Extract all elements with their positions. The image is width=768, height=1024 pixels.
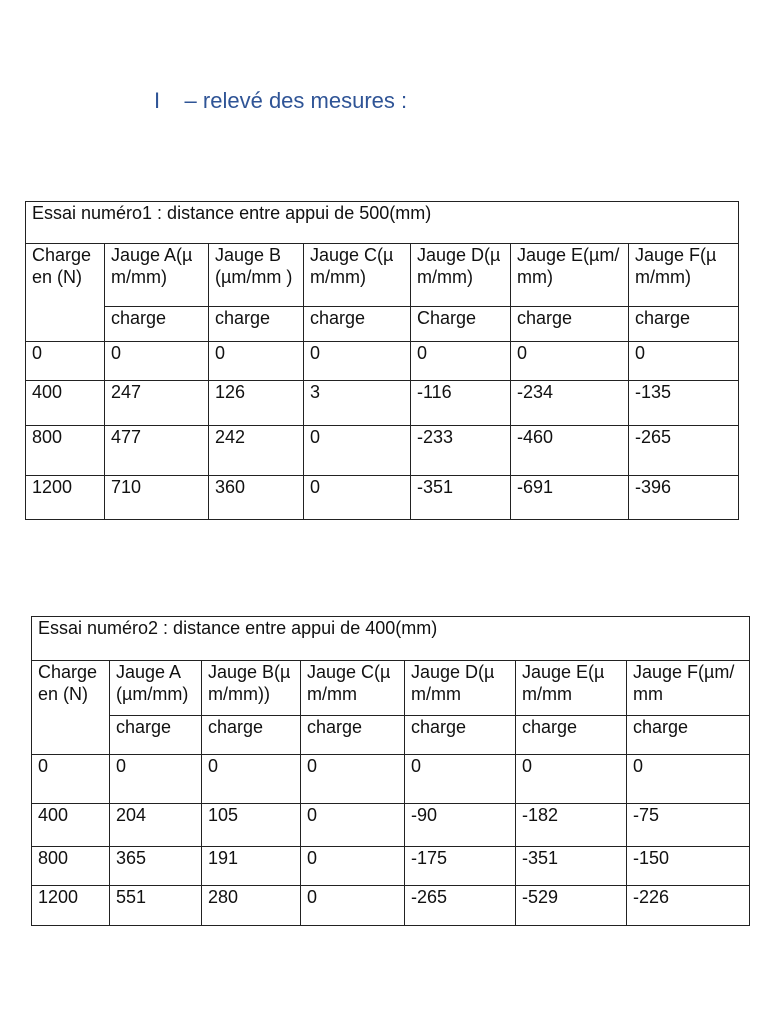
table-row <box>32 804 750 847</box>
table-cell: 365 <box>110 847 202 886</box>
gauge-header-c: Jauge C(µm/mm <box>301 661 405 716</box>
table-cell: -351 <box>516 847 627 886</box>
table-row <box>26 342 739 381</box>
table-cell: -691 <box>511 476 629 520</box>
table-cell: 0 <box>105 342 209 381</box>
table-cell: 0 <box>202 755 301 804</box>
table-cell: -529 <box>516 886 627 926</box>
table-cell: 0 <box>32 755 110 804</box>
table-cell: 126 <box>209 381 304 426</box>
table-cell: -234 <box>511 381 629 426</box>
table-cell: -175 <box>405 847 516 886</box>
gauge-header-f: Jauge F(µm/mm <box>627 661 750 716</box>
table-cell: 0 <box>209 342 304 381</box>
table-cell: 0 <box>411 342 511 381</box>
table-cell: 0 <box>301 755 405 804</box>
table-row <box>26 381 739 426</box>
sub-header: charge <box>304 307 411 342</box>
table-cell: 105 <box>202 804 301 847</box>
gauge-header-d: Jauge D(µm/mm) <box>411 244 511 307</box>
section-heading: I – relevé des mesures : <box>154 88 408 113</box>
sub-header: charge <box>209 307 304 342</box>
table-cell: 0 <box>511 342 629 381</box>
sub-header: Charge <box>411 307 511 342</box>
table-cell: 800 <box>32 847 110 886</box>
table-cell: -351 <box>411 476 511 520</box>
table-cell: -182 <box>516 804 627 847</box>
table-cell: 280 <box>202 886 301 926</box>
table-cell: 0 <box>405 755 516 804</box>
table-cell: 3 <box>304 381 411 426</box>
table-row <box>26 426 739 476</box>
table-cell: 0 <box>304 476 411 520</box>
table-title: Essai numéro1 : distance entre appui de 500(mm) <box>26 202 739 244</box>
table-row <box>32 755 750 804</box>
table-row <box>32 886 750 926</box>
table-cell: 477 <box>105 426 209 476</box>
table-cell: -265 <box>405 886 516 926</box>
sub-header: charge <box>202 716 301 755</box>
table-cell: -396 <box>629 476 739 520</box>
table-cell: 0 <box>629 342 739 381</box>
table-cell: 0 <box>26 342 105 381</box>
gauge-header-f: Jauge F(µ m/mm) <box>629 244 739 307</box>
table-cell: 710 <box>105 476 209 520</box>
table-cell: 360 <box>209 476 304 520</box>
table-row <box>26 476 739 520</box>
table-cell: 0 <box>301 847 405 886</box>
gauge-header-e: Jauge E(µm/mm <box>516 661 627 716</box>
sub-header: charge <box>301 716 405 755</box>
table-cell: 242 <box>209 426 304 476</box>
table-cell: -460 <box>511 426 629 476</box>
measurement-table-2 <box>31 616 750 926</box>
gauge-header-e: Jauge E(µm/mm) <box>511 244 629 307</box>
charge-column-header: Charge en (N) <box>26 244 105 342</box>
charge-column-header: Charge en (N) <box>32 661 110 755</box>
gauge-header-b: Jauge B(µm/mm)) <box>202 661 301 716</box>
sub-header: charge <box>511 307 629 342</box>
measurement-table-1 <box>25 201 739 520</box>
sub-header: charge <box>516 716 627 755</box>
gauge-header-a: Jauge A(µm/mm) <box>110 661 202 716</box>
table-cell: 1200 <box>26 476 105 520</box>
table-title: Essai numéro2 : distance entre appui de 400(mm) <box>32 617 750 661</box>
table-cell: 0 <box>110 755 202 804</box>
table-cell: 0 <box>304 426 411 476</box>
table-cell: -116 <box>411 381 511 426</box>
table-cell: 0 <box>304 342 411 381</box>
table-cell: -75 <box>627 804 750 847</box>
table-cell: 247 <box>105 381 209 426</box>
gauge-header-c: Jauge C(µm/mm) <box>304 244 411 307</box>
sub-header: charge <box>627 716 750 755</box>
table-cell: 0 <box>516 755 627 804</box>
table-cell: 551 <box>110 886 202 926</box>
sub-header: charge <box>110 716 202 755</box>
table-cell: 800 <box>26 426 105 476</box>
table-cell: 204 <box>110 804 202 847</box>
table-cell: -233 <box>411 426 511 476</box>
table-cell: 0 <box>301 804 405 847</box>
table-cell: -150 <box>627 847 750 886</box>
table-cell: 0 <box>301 886 405 926</box>
table-cell: -135 <box>629 381 739 426</box>
sub-header: charge <box>405 716 516 755</box>
table-cell: 400 <box>32 804 110 847</box>
gauge-header-d: Jauge D(µm/mm <box>405 661 516 716</box>
table-cell: 1200 <box>32 886 110 926</box>
table-cell: 191 <box>202 847 301 886</box>
table-cell: -265 <box>629 426 739 476</box>
gauge-header-a: Jauge A(µm/mm) <box>105 244 209 307</box>
table-cell: -90 <box>405 804 516 847</box>
sub-header: charge <box>629 307 739 342</box>
gauge-header-b: Jauge B(µm/mm ) <box>209 244 304 307</box>
table-cell: -226 <box>627 886 750 926</box>
table-cell: 0 <box>627 755 750 804</box>
sub-header: charge <box>105 307 209 342</box>
table-cell: 400 <box>26 381 105 426</box>
table-row <box>32 847 750 886</box>
